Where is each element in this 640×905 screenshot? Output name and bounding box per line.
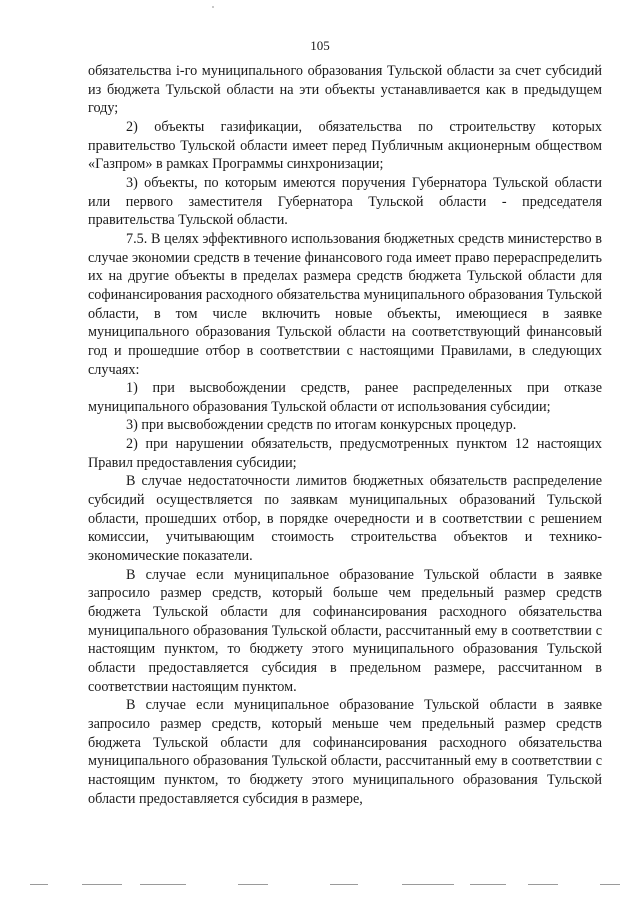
paragraph: 7.5. В целях эффективного использования бюджетных средств министерство в случае экономии средств в течение финансового года имеет право перераспределить их на другие объекты в пределах размера средств бюджета Тульской области для софинансирования расходного обязательства муниципального образования Тульской области, в том числе включить новые объекты, имеющиеся в заявке муниципального образования Тульской области на соответствующий финансовый год и прошедшие отбор в соответствии с настоящими Правилами, в следующих случаях: bbox=[88, 230, 602, 378]
scan-speck bbox=[212, 6, 214, 8]
paragraph: В случае недостаточности лимитов бюджетных обязательств распределение субсидий осуществляется по заявкам муниципальных образований Тульской области, прошедших отбор, в порядке очередности и в соответствии с решением комиссии, учитывающим стоимость строительства объектов и технико-экономические показатели. bbox=[88, 473, 602, 565]
paragraph: 3) объекты, по которым имеются поручения Губернатора Тульской области или первого заместителя Губернатора Тульской области - председателя правительства Тульской области. bbox=[88, 174, 602, 229]
paragraph: В случае если муниципальное образование Тульской области в заявке запросило размер средств, который меньше чем предельный размер средств бюджета Тульской области для софинансирования расходного обязательства муниципального образования Тульской области, рассчитанный ему в соответствии с настоящим пунктом, то бюджету этого муниципального образования Тульской области предоставляется субсидия в размере, bbox=[88, 697, 602, 807]
paragraph: 2) при нарушении обязательств, предусмотренных пунктом 12 настоящих Правил предоставления субсидии; bbox=[88, 436, 602, 471]
page-number: 105 bbox=[310, 38, 330, 53]
document-body bbox=[88, 62, 602, 808]
paragraph: 3) при высвобождении средств по итогам конкурсных процедур. bbox=[126, 417, 517, 434]
scan-footer-noise bbox=[0, 882, 640, 888]
paragraph: 2) объекты газификации, обязательства по строительству которых правительство Тульской области имеет перед Публичным акционерным обществом «Газпром» в рамках Программы синхронизации; bbox=[88, 118, 602, 173]
paragraph: 1) при высвобождении средств, ранее распределенных при отказе муниципального образования Тульской области от использования субсидии; bbox=[88, 380, 602, 415]
paragraph: обязательства i-го муниципального образования Тульской области за счет субсидий из бюджета Тульской области на эти объекты устанавливается как в предыдущем году; bbox=[88, 63, 602, 117]
paragraph: В случае если муниципальное образование Тульской области в заявке запросило размер средств, который больше чем предельный размер средств бюджета Тульской области для софинансирования расходного обязательства муниципального образования Тульской области, рассчитанный ему в соответствии с настоящим пунктом, то бюджету этого муниципального образования Тульской области предоставляется субсидия в предельном размере, рассчитанном в соответствии настоящим пунктом. bbox=[88, 566, 602, 695]
